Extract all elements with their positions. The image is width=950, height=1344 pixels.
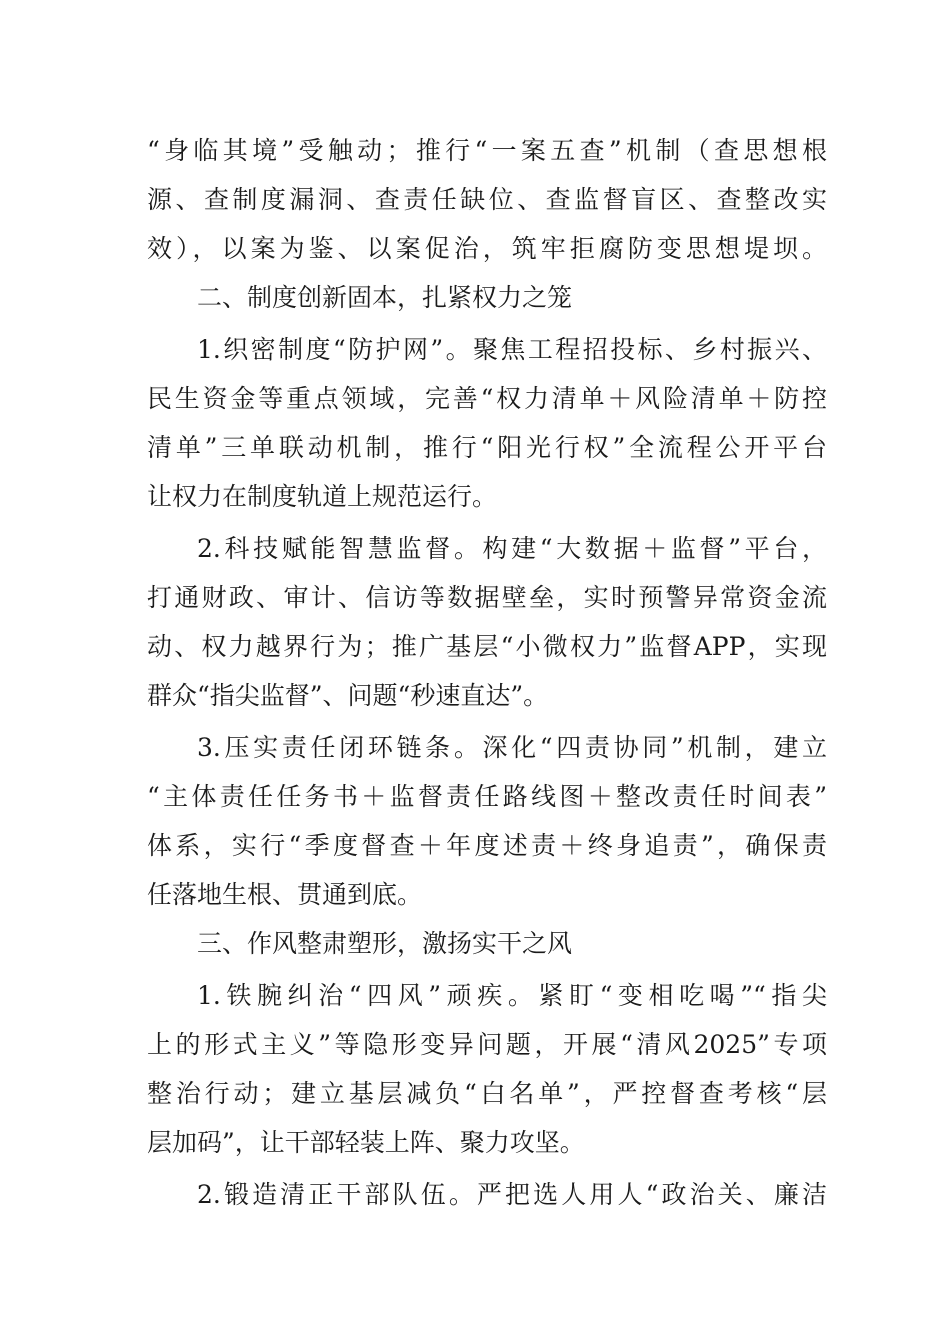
- text-line-11: 动、权力越界行为；推广基层“小微权力”监督APP，实现: [147, 632, 827, 661]
- text-line-14: “主体责任任务书＋监督责任路线图＋整改责任时间表”: [147, 782, 827, 811]
- text-line-19: 上的形式主义”等隐形变异问题，开展“清风2025”专项: [147, 1030, 827, 1059]
- text-line-2: 源、查制度漏洞、查责任缺位、查监督盲区、查整改实: [147, 185, 827, 214]
- text-line-3: 效），以案为鉴、以案促治，筑牢拒腐防变思想堤坝。: [147, 234, 827, 263]
- text-line-15: 体系，实行“季度督查＋年度述责＋终身追责”，确保责: [147, 831, 827, 860]
- text-line-20: 整治行动；建立基层减负“白名单”，严控督查考核“层: [147, 1079, 827, 1108]
- text-line-21: 层加码”，让干部轻装上阵、聚力攻坚。: [147, 1128, 585, 1157]
- text-line-16: 任落地生根、贯通到底。: [147, 880, 423, 909]
- text-line-8: 让权力在制度轨道上规范运行。: [147, 482, 498, 511]
- text-line-7: 清单”三单联动机制，推行“阳光行权”全流程公开平台: [147, 433, 827, 462]
- section-heading-3: 三、作风整肃塑形，激扬实干之风: [197, 929, 573, 958]
- text-line-18: 1.铁腕纠治“四风”顽疾。紧盯“变相吃喝”“指尖: [197, 981, 827, 1010]
- text-line-13: 3.压实责任闭环链条。深化“四责协同”机制，建立: [197, 733, 827, 762]
- text-line-22: 2.锻造清正干部队伍。严把选人用人“政治关、廉洁: [197, 1180, 827, 1209]
- text-line-6: 民生资金等重点领域，完善“权力清单＋风险清单＋防控: [147, 384, 827, 413]
- text-line-10: 打通财政、审计、信访等数据壁垒，实时预警异常资金流: [147, 583, 827, 612]
- text-line-5: 1.织密制度“防护网”。聚焦工程招投标、乡村振兴、: [197, 335, 827, 364]
- section-heading-2: 二、制度创新固本，扎紧权力之笼: [197, 283, 573, 312]
- text-line-9: 2.科技赋能智慧监督。构建“大数据＋监督”平台，: [197, 534, 827, 563]
- text-line-1: “身临其境”受触动；推行“一案五查”机制（查思想根: [147, 136, 827, 165]
- text-line-12: 群众“指尖监督”、问题“秒速直达”。: [147, 681, 549, 710]
